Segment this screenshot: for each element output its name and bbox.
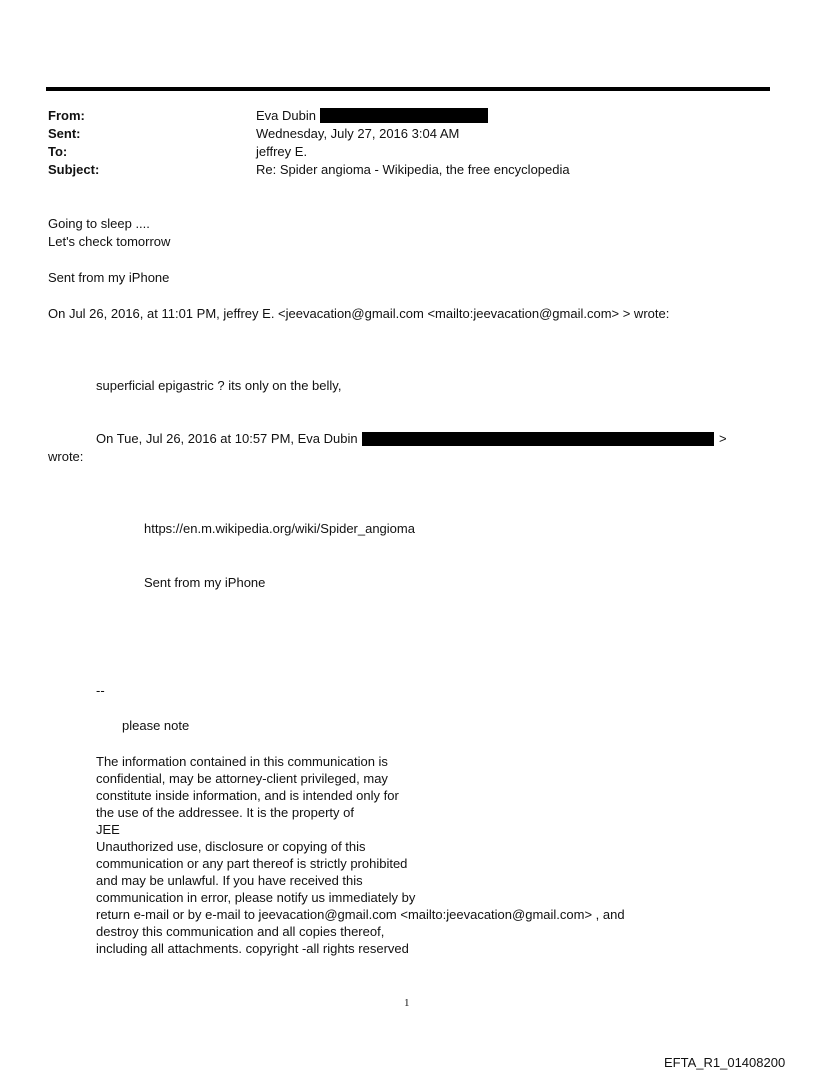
disclaimer-line: JEE	[96, 822, 120, 837]
quote1-header: On Jul 26, 2016, at 11:01 PM, jeffrey E. <jeevacation@gmail.com <mailto:jeevacation@gmail.com> > wrote:	[48, 306, 670, 321]
sent-label: Sent:	[48, 126, 81, 141]
please-note: please note	[122, 718, 190, 733]
page-number: 1	[404, 997, 410, 1009]
sent-value: Wednesday, July 27, 2016 3:04 AM	[256, 126, 460, 141]
redaction-bar	[320, 108, 488, 123]
quote2-header-end: >	[719, 431, 727, 446]
to-value: jeffrey E.	[256, 144, 308, 159]
disclaimer-line: destroy this communication and all copies thereof,	[96, 924, 385, 939]
sent-from-iphone-quoted: Sent from my iPhone	[144, 575, 266, 590]
disclaimer-line: communication in error, please notify us immediately by	[96, 890, 416, 905]
disclaimer-line: communication or any part thereof is strictly prohibited	[96, 856, 408, 871]
wikipedia-link[interactable]: https://en.m.wikipedia.org/wiki/Spider_angioma	[144, 521, 415, 536]
signature-dash: --	[96, 683, 105, 698]
disclaimer-line: the use of the addressee. It is the property of	[96, 805, 354, 820]
body-line-2: Let's check tomorrow	[48, 234, 171, 249]
disclaimer-line: and may be unlawful. If you have received this	[96, 873, 363, 888]
disclaimer-line: The information contained in this communication is	[96, 754, 388, 769]
disclaimer-line: return e-mail or by e-mail to jeevacation@gmail.com <mailto:jeevacation@gmail.com> , and	[96, 907, 625, 922]
disclaimer-line: constitute inside information, and is intended only for	[96, 788, 399, 803]
to-label: To:	[48, 144, 68, 159]
from-value: Eva Dubin	[256, 108, 316, 123]
subject-value: Re: Spider angioma - Wikipedia, the free encyclopedia	[256, 162, 570, 177]
quote2-wrote: wrote:	[48, 449, 84, 464]
quote1-text: superficial epigastric ? its only on the belly,	[96, 378, 342, 393]
disclaimer-line: including all attachments. copyright -all rights reserved	[96, 941, 409, 956]
sent-from-iphone: Sent from my iPhone	[48, 270, 170, 285]
disclaimer-line: confidential, may be attorney-client privileged, may	[96, 771, 388, 786]
subject-label: Subject:	[48, 162, 100, 177]
document-id: EFTA_R1_01408200	[664, 1055, 786, 1070]
disclaimer-line: Unauthorized use, disclosure or copying of this	[96, 839, 366, 854]
redaction-bar	[362, 432, 714, 446]
from-label: From:	[48, 108, 85, 123]
quote2-header: On Tue, Jul 26, 2016 at 10:57 PM, Eva Dubin	[96, 431, 358, 446]
body-line-1: Going to sleep ....	[48, 216, 150, 231]
header-rule	[46, 87, 770, 91]
